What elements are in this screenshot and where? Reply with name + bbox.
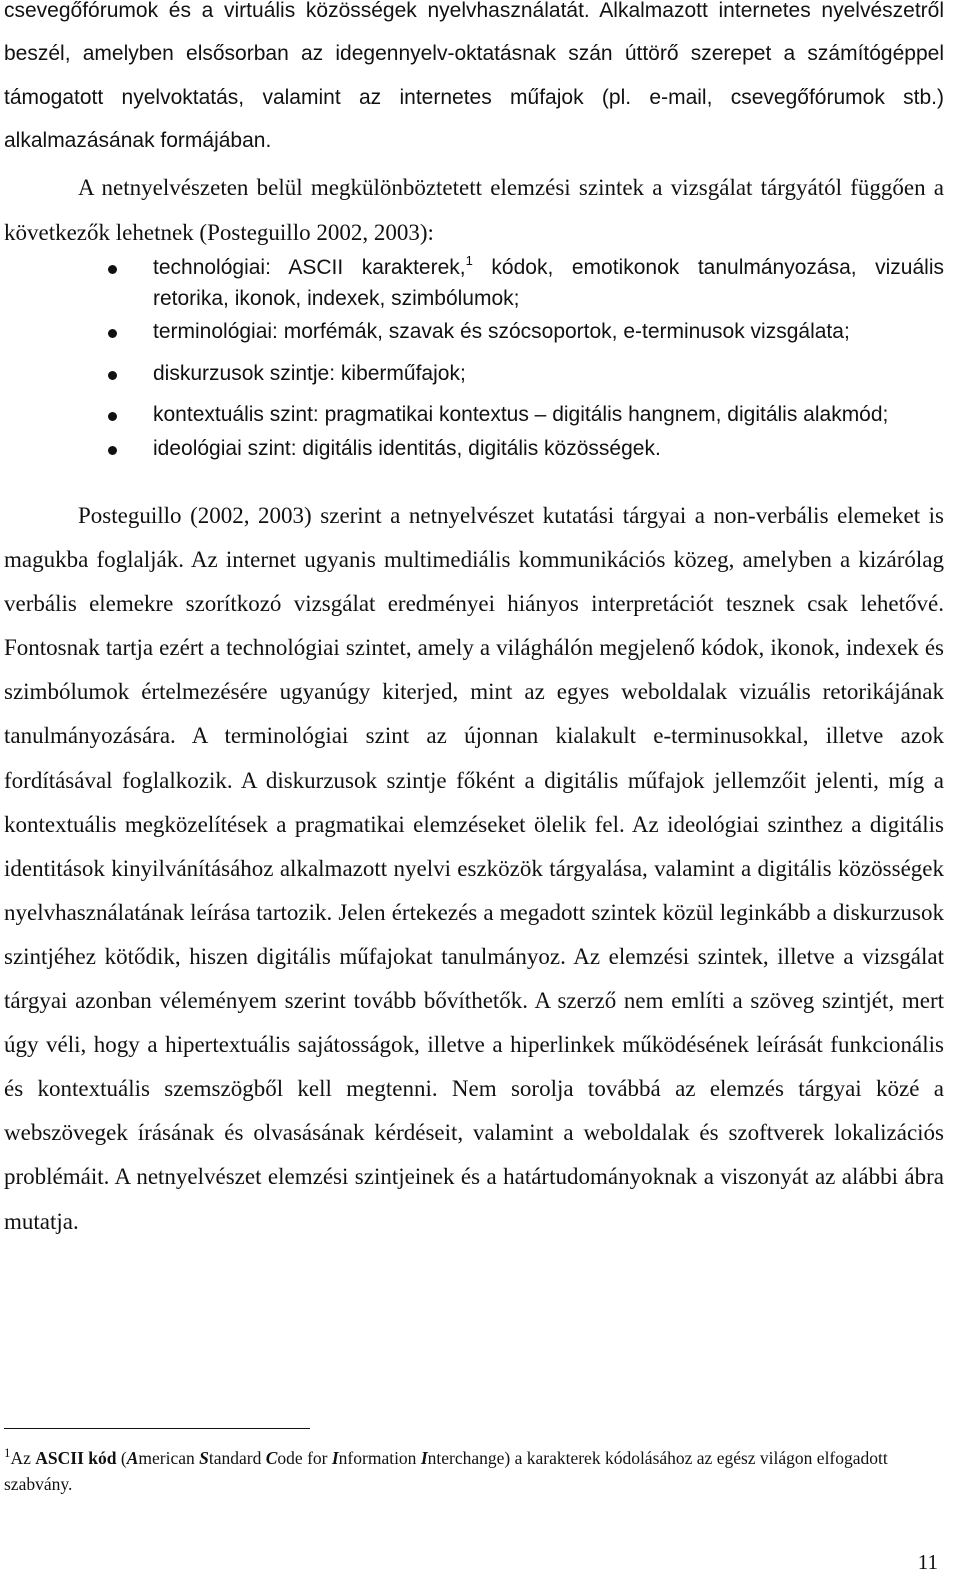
list-item-text: terminológiai: morfémák, szavak és szócsoportok, e-terminusok vizsgálata; bbox=[153, 320, 850, 343]
list-item-text: diskurzusok szintje: kiberműfajok; bbox=[153, 361, 466, 385]
analysis-levels-list bbox=[0, 253, 944, 464]
paragraph-intro: csevegőfórumok és a virtuális közösségek nyelvhasználatát. Alkalmazott internetes nyelvészetről beszél, amelyben elsősorban az idegennyelv-oktatásnak szán úttörő szerepet a számítógéppel támogatott nyelvoktatás, valamint az internetes műfajok (pl. e-mail, csevegőfórumok stb.) alkalmazásának formájában. bbox=[4, 0, 944, 152]
bullet-icon bbox=[108, 371, 117, 380]
paragraph-levels-intro bbox=[4, 165, 944, 256]
list-item-text-cont: kódok, emotikonok tanulmányozása, vizuális retorika, ikonok, indexek, szimbólumok; bbox=[153, 256, 945, 310]
page-number: 11 bbox=[917, 1550, 938, 1574]
list-item-text: kontextuális szint: pragmatikai kontextus – digitális hangnem, digitális alakmód; bbox=[153, 403, 889, 426]
list-item-text: ideológiai szint: digitális identitás, digitális közösségek. bbox=[153, 436, 661, 460]
bullet-icon bbox=[108, 265, 117, 274]
bullet-icon bbox=[108, 446, 117, 455]
footnote: $^1$Az ASCII kód (American Standard Code for Information Interchange) a karakterek kódolásához az egész világon elfogadott szabvány. bbox=[4, 1445, 888, 1494]
list-item bbox=[0, 253, 944, 314]
list-item bbox=[0, 359, 944, 390]
list-item bbox=[0, 317, 944, 348]
bullet-icon bbox=[108, 412, 117, 421]
bullet-icon bbox=[108, 329, 117, 338]
footnote-divider bbox=[4, 1428, 310, 1429]
list-item-text: technológiai: ASCII karakterek, bbox=[153, 256, 466, 279]
paragraph-posteguillo-text: Posteguillo (2002, 2003) szerint a netnyelvészet kutatási tárgyai a non-verbális elemeket is magukba foglalják. Az internet ugyanis multimediális kommunikációs közeg, amelyben a kizárólag verbális elemekre szorítkozó vizsgálat eredményei hiányos interpretációt tesznek csak lehetővé. Fontosnak tartja ezért a technológiai szintet, amely a világhálón megjelenő kódok, ikonok, indexek és szimbólumok értelmezésére ugyanúgy kiterjed, mint az egyes weboldalak vizuális retorikájának tanulmányozására. A terminológiai szint az újonnan kialakult e-terminusokkal, illetve azok fordításával foglalkozik. A diskurzusok szintje főként a digitális műfajok jellemzőit jelenti, míg a kontextuális megközelítések a pragmatikai elemzéseket ölelik fel. Az ideológiai szinthez a digitális identitások kinyilvánításához alkalmazott nyelvi eszközök tárgyalása, valamint a digitális közösségek nyelvhasználatának leírása tartozik. Jelen értekezés a megadott szintek közül leginkább a diskurzusok szintjéhez kötődik, hiszen digitális műfajokat tanulmányoz. Az elemzési szintek, illetve a vizsgálat tárgyai azonban véleményem szerint tovább bővíthetők. A szerző nem említi a szöveg szintjét, mert úgy véli, hogy a hipertextuális sajátosságok, illetve a hiperlinkek működésének leírását funkcionális és kontextuális szemszögből kell megtenni. Nem sorolja továbbá az elemzés tárgyai közé a webszövegek írásának és olvasásának kérdéseit, valamint a weboldalak és szoftverek lokalizációs problémáit. A netnyelvészet elemzési szintjeinek és a határtudományoknak a viszonyát az alábbi ábra mutatja. bbox=[4, 503, 944, 1234]
list-item bbox=[0, 400, 944, 431]
footnote-marker: 1 bbox=[4, 1445, 11, 1460]
footnote-reference: 1 bbox=[465, 253, 473, 268]
paragraph-posteguillo bbox=[4, 494, 944, 1244]
paragraph-levels-text: A netnyelvészeten belül megkülönböztetett elemzési szintek a vizsgálat tárgyától függően a következők lehetnek (Posteguillo 2002, 2003): bbox=[4, 175, 944, 246]
footnote-term: ASCII kód bbox=[35, 1447, 117, 1468]
list-item bbox=[0, 434, 944, 465]
